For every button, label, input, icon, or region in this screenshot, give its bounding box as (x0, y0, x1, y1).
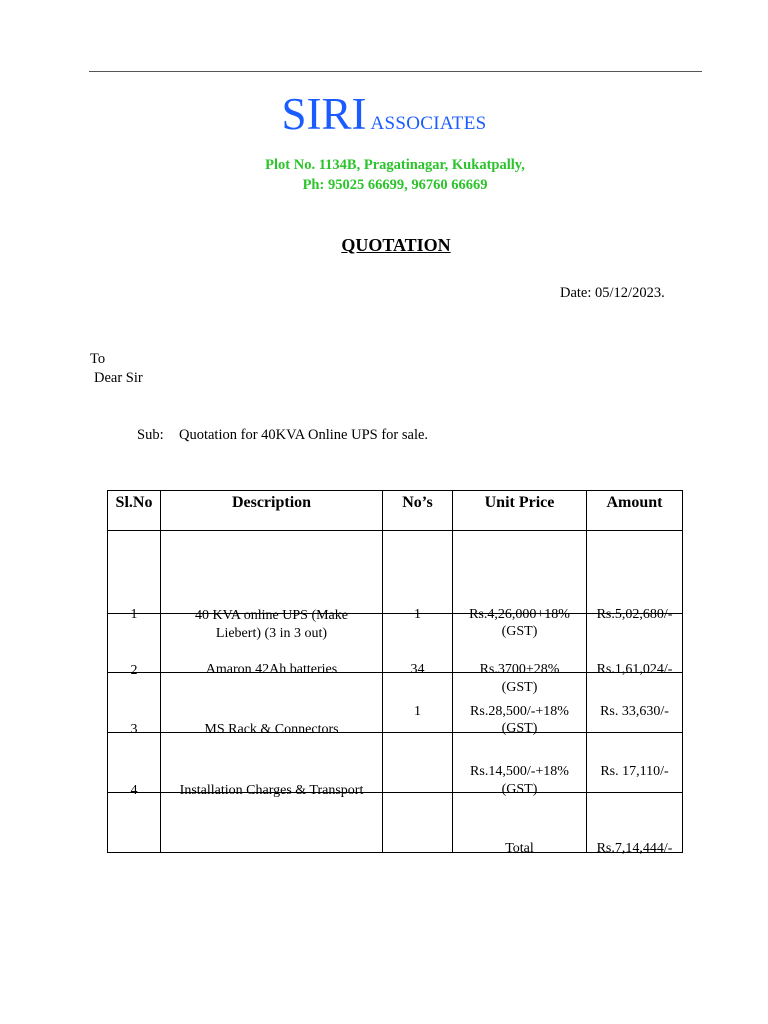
row-unit-price: Rs.4,26,000+18% (469, 607, 570, 622)
table-header-row (108, 491, 683, 531)
subject-text: Quotation for 40KVA Online UPS for sale. (179, 427, 429, 443)
document-date: Date: 05/12/2023. (560, 285, 665, 301)
row-qty: 1 (414, 703, 421, 719)
header-unit-price: Unit Price (453, 491, 587, 531)
row-description-cont: Liebert) (3 in 3 out) (215, 626, 328, 641)
row-description: Installation Charges & Transport (179, 782, 364, 798)
company-phone: Ph: 95025 66699, 96760 66669 (302, 177, 488, 193)
header-amount: Amount (587, 491, 683, 531)
total-label: Total (505, 840, 534, 856)
row-sl: 2 (130, 663, 138, 678)
row-unit-price-gst: (GST) (501, 624, 538, 639)
row-unit-price-gst: (GST) (501, 720, 538, 736)
company-name-main: SIRI (281, 89, 367, 139)
salutation: Dear Sir (94, 370, 143, 386)
subject-label: Sub: (137, 427, 164, 443)
header-qty: No’s (383, 491, 453, 531)
document-title: QUOTATION (341, 235, 451, 255)
table-row (108, 531, 683, 614)
quotation-table (107, 490, 683, 856)
table-row (108, 673, 683, 733)
company-name-suffix: ASSOCIATES (370, 113, 487, 134)
top-rule (89, 71, 702, 72)
row-unit-price: Rs.28,500/-+18% (470, 703, 569, 719)
subject-line (137, 427, 428, 444)
row-amount: Rs.1,61,024/- (596, 662, 673, 677)
company-name (0, 88, 768, 140)
table-total-row (108, 793, 683, 853)
header-description: Description (161, 491, 383, 531)
row-description: 40 KVA online UPS (Make (195, 608, 348, 623)
header-sl-no: Sl.No (108, 491, 161, 531)
total-amount: Rs.7,14,444/- (596, 840, 673, 856)
row-sl: 4 (130, 782, 138, 798)
row-amount: Rs.5,02,680/- (596, 607, 673, 622)
row-sl: 1 (130, 607, 138, 622)
row-qty: 34 (410, 662, 425, 677)
row-qty: 1 (414, 607, 421, 622)
recipient-label: To (90, 351, 106, 367)
row-amount: Rs. 33,630/- (600, 703, 669, 719)
row-unit-price-gst: (GST) (501, 781, 538, 797)
row-description: MS Rack & Connectors (204, 721, 339, 737)
row-sl: 3 (130, 721, 138, 737)
company-address: Plot No. 1134B, Pragatinagar, Kukatpally, (265, 157, 525, 173)
row-unit-price: Rs.3700+28% (479, 662, 560, 677)
row-amount: Rs. 17,110/- (600, 763, 669, 779)
table-row (108, 733, 683, 793)
row-description: Amaron 42Ah batteries (205, 662, 338, 677)
row-unit-price-gst: (GST) (501, 680, 538, 695)
row-unit-price: Rs.14,500/-+18% (470, 763, 569, 779)
